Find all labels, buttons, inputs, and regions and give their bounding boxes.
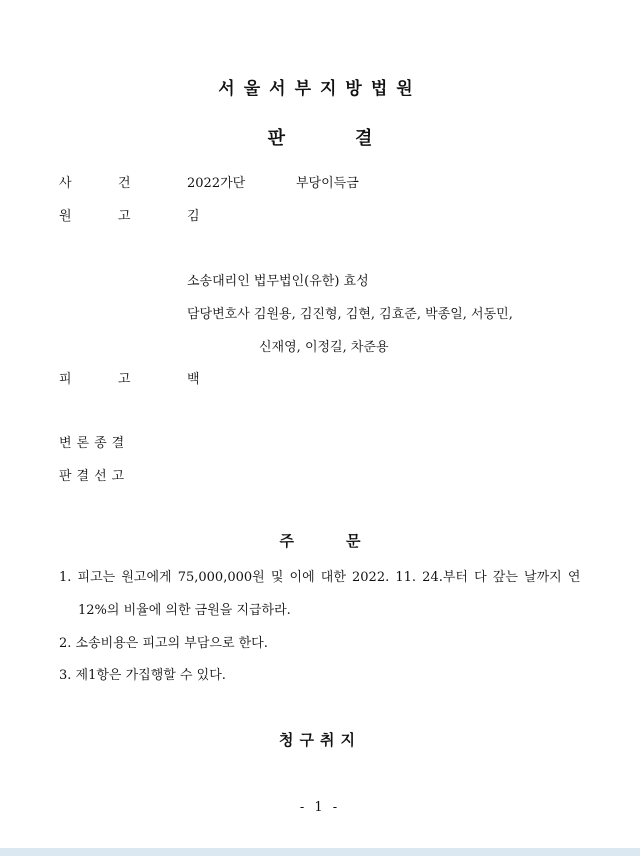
closing-label: 변론종결 [59,436,130,451]
case-label-b: 건 [118,176,131,191]
defendant-label-a: 피 [59,372,72,387]
order-item-1-line-1: 1. 피고는 원고에게 75,000,000원 및 이에 대한 2022. 11. 24.부터 다 갚는 날까지 연 [59,570,581,585]
order-title-right: 문 [346,532,361,550]
order-item-3: 3. 제1항은 가집행할 수 있다. [59,668,226,683]
counsel-line-2: 담당변호사 김원용, 김진형, 김현, 김효준, 박종일, 서동민, [187,307,513,322]
document-title-left: 판 [267,128,285,149]
order-item-2: 2. 소송비용은 피고의 부담으로 한다. [59,636,268,651]
case-label-a: 사 [59,176,72,191]
page-bottom-edge [0,848,640,856]
document-title-right: 결 [355,128,373,149]
order-title [0,530,640,551]
counsel-line-3: 신재영, 이정길, 차준용 [259,340,389,355]
order-item-1-line-2: 12%의 비율에 의한 금원을 지급하라. [78,603,291,618]
case-name: 부당이득금 [296,176,359,191]
claim-title: 청구취지 [279,731,361,749]
counsel-line-1: 소송대리인 법무법인(유한) 효성 [187,274,369,289]
order-title-left: 주 [279,532,294,550]
plaintiff-name: 김 [187,209,200,224]
document-title [0,124,640,150]
plaintiff-label-b: 고 [118,209,131,224]
court-name: 서울서부지방법원 [218,79,422,99]
case-number: 2022가단 [187,176,246,191]
defendant-label-b: 고 [118,372,131,387]
plaintiff-label-a: 원 [59,209,72,224]
defendant-name: 백 [187,372,200,387]
page-number: - 1 - [299,800,341,815]
sentencing-label: 판결선고 [59,469,130,484]
